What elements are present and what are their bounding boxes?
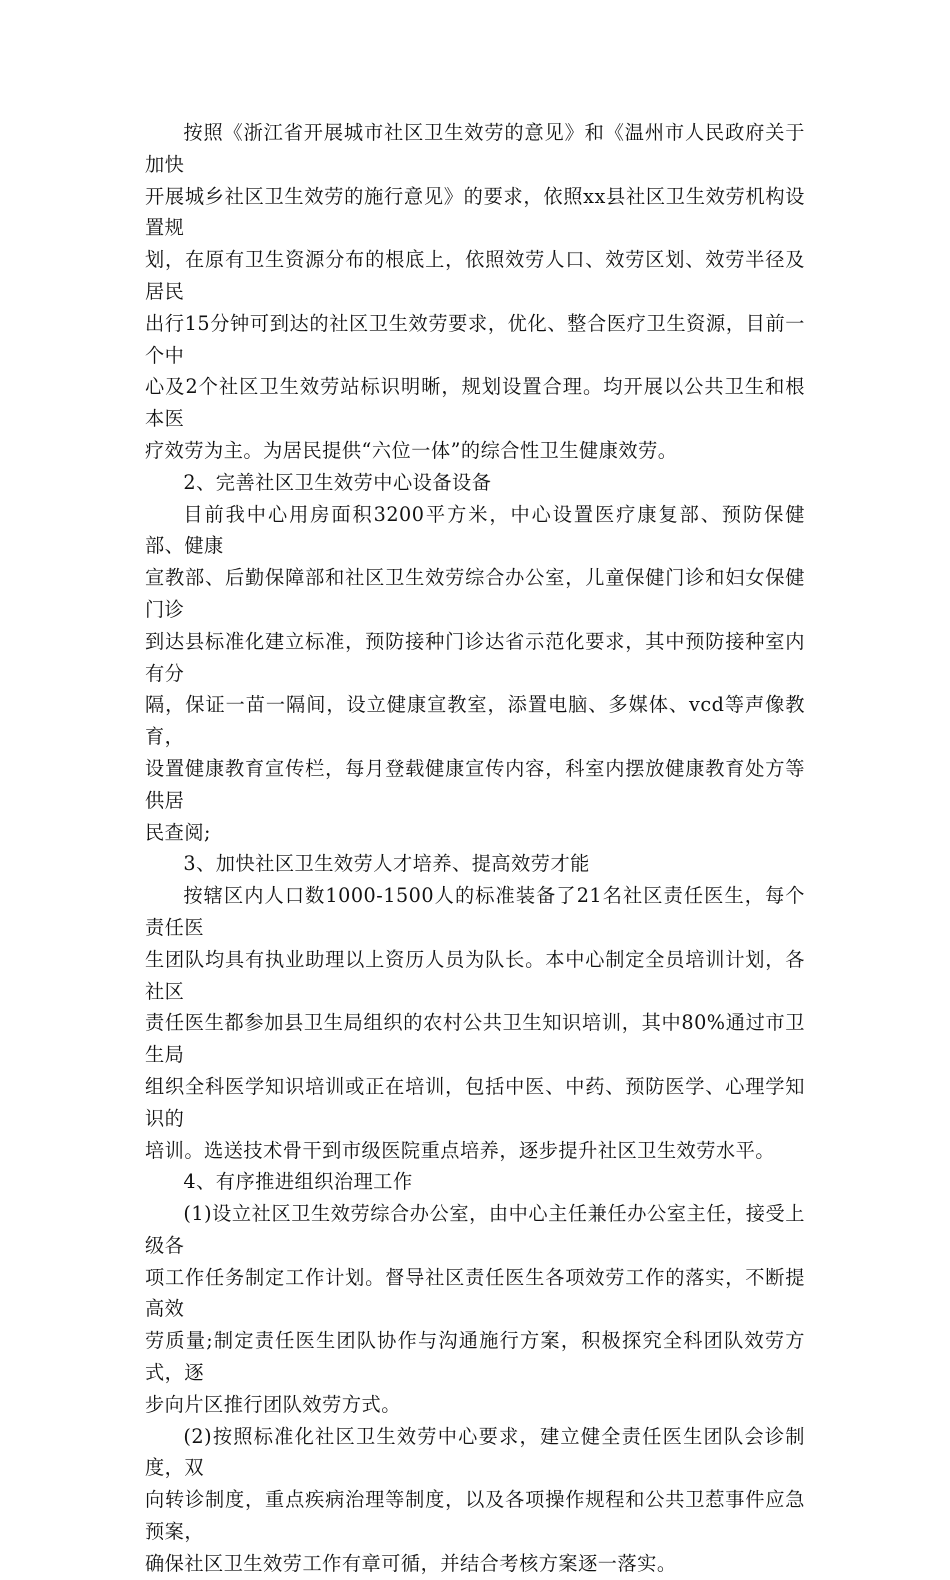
paragraph-intro: 按照《浙江省开展城市社区卫生效劳的意见》和《温州市人民政府关于加快 开展城乡社区卫生效劳的施行意见》的要求，依照xx县社区卫生效劳机构设置规 划，在原有卫生资源分布的根底上，依照效劳人口、效劳区划、效劳半径及居民 出行15分钟可到达的社区卫生效劳要求，优化、整合医疗卫生资源，目前一个中 心及2个社区卫生效劳站标识明晰，规划设置合理。均开展以公共卫生和根本医 疗效劳为主。为居民提供“六位一体”的综合性卫生健康效劳。 [145, 121, 805, 462]
paragraph-facilities: 目前我中心用房面积3200平方米，中心设置医疗康复部、预防保健部、健康 宣教部、后勤保障部和社区卫生效劳综合办公室，儿童保健门诊和妇女保健门诊 到达县标准化建立标准，预防接种门诊达省示范化要求，其中预防接种室内有分 隔，保证一苗一隔间，设立健康宣教室，添置电脑、多媒体、vcd等声像教育， 设置健康教育宣传栏，每月登载健康宣传内容，科室内摆放健康教育处方等供居 民查阅; [145, 502, 805, 844]
heading-section-4: 4、有序推进组织治理工作 [183, 1170, 413, 1194]
document-body [145, 117, 805, 1580]
paragraph-standards: (2)按照标准化社区卫生效劳中心要求，建立健全责任医生团队会诊制度，双 向转诊制度，重点疾病治理等制度，以及各项操作规程和公共卫惹事件应急预案， 确保社区卫生效劳工作有章可循，并结合考核方案逐一落实。 [145, 1424, 805, 1575]
paragraph-office: (1)设立社区卫生效劳综合办公室，由中心主任兼任办公室主任，接受上级各 项工作任务制定工作计划。督导社区责任医生各项效劳工作的落实，不断提高效 劳质量;制定责任医生团队协作与沟通施行方案，积极探究全科团队效劳方式，逐 步向片区推行团队效劳方式。 [145, 1202, 805, 1416]
heading-section-2: 2、完善社区卫生效劳中心设备设备 [183, 470, 492, 494]
heading-section-3: 3、加快社区卫生效劳人才培养、提高效劳才能 [183, 852, 590, 876]
paragraph-training: 按辖区内人口数1000-1500人的标准装备了21名社区责任医生，每个责任医 生团队均具有执业助理以上资历人员为队长。本中心制定全员培训计划，各社区 责任医生都参加县卫生局组织的农村公共卫生知识培训，其中80%通过市卫生局 组织全科医学知识培训或正在培训，包括中医、中药、预防医学、心理学知识的 培训。选送技术骨干到市级医院重点培养，逐步提升社区卫生效劳水平。 [145, 884, 805, 1162]
